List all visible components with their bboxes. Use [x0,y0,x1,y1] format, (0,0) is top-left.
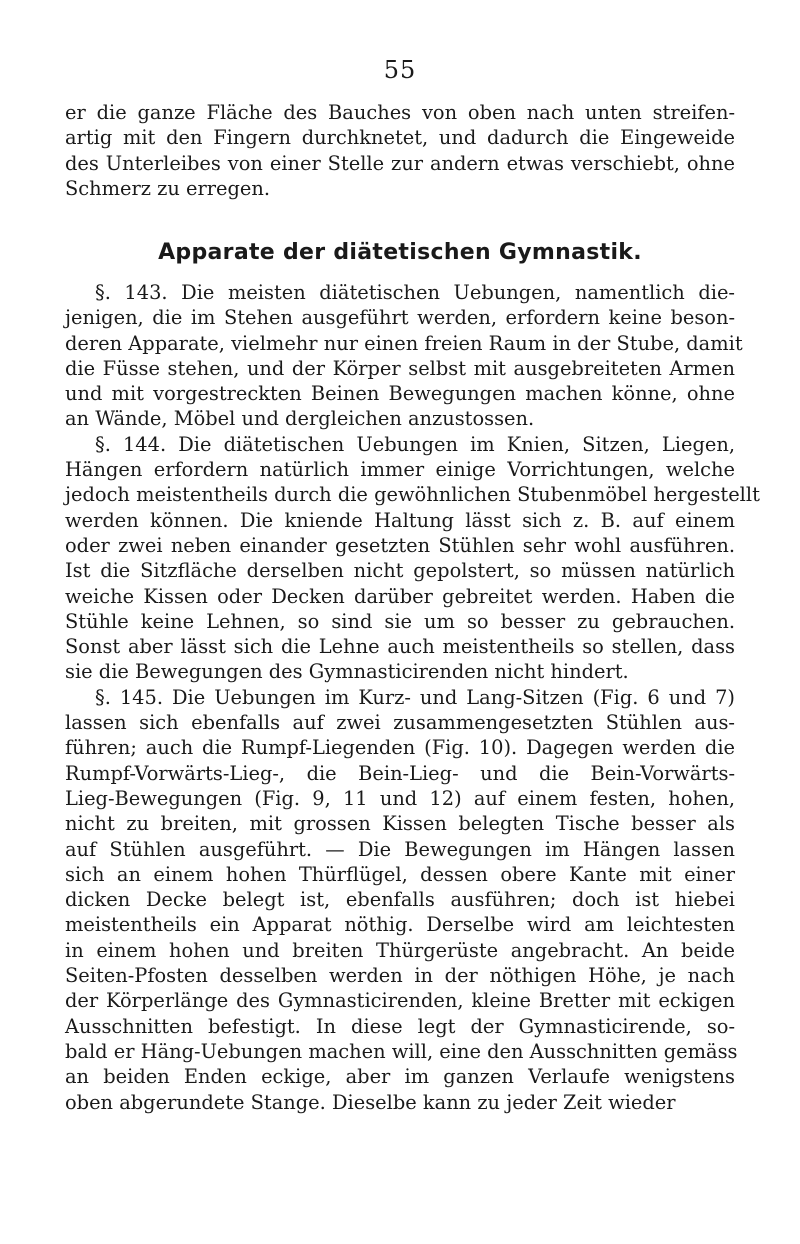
text-line: jenigen, die im Stehen ausgeführt werden, erfordern keine beson- [65,306,735,330]
text-line: meistentheils ein Apparat nöthig. Derselbe wird am leichtesten [65,913,735,937]
text-line: Ausschnitten befestigt. In diese legt der Gymnasticirende, so- [65,1014,735,1038]
text-line: dicken Decke belegt ist, ebenfalls ausführen; doch ist hiebei [65,888,735,912]
text-line: sie die Bewegungen des Gymnasticirenden nicht hindert. [65,660,629,684]
text-line: Lieg-Bewegungen (Fig. 9, 11 und 12) auf einem festen, hohen, [65,786,735,810]
text-line: und mit vorgestreckten Beinen Bewegungen machen könne, ohne [65,382,735,406]
text-line: in einem hohen und breiten Thürgerüste angebracht. An beide [65,938,735,962]
text-line: Sonst aber lässt sich die Lehne auch meistentheils so stellen, dass [65,635,735,659]
text-line: Seiten-Pfosten desselben werden in der nöthigen Höhe, je nach [65,964,735,988]
text-line: Hängen erfordern natürlich immer einige Vorrichtungen, welche [65,458,735,482]
text-line: §. 144. Die diätetischen Uebungen im Knien, Sitzen, Liegen, [95,432,735,456]
text-line: weiche Kissen oder Decken darüber gebreitet werden. Haben die [65,584,735,608]
text-line: §. 145. Die Uebungen im Kurz- und Lang-Sitzen (Fig. 6 und 7) [95,685,735,709]
text-line: der Körperlänge des Gymnasticirenden, kleine Bretter mit eckigen [65,989,735,1013]
section-body [65,280,760,1115]
text-line: deren Apparate, vielmehr nur einen freien Raum in der Stube, damit [65,331,743,355]
text-line: führen; auch die Rumpf-Liegenden (Fig. 10). Dagegen werden die [65,736,735,760]
text-line: lassen sich ebenfalls auf zwei zusammengesetzten Stühlen aus- [65,711,735,735]
text-line: Schmerz zu erregen. [65,176,271,200]
text-line: des Unterleibes von einer Stelle zur andern etwas verschiebt, ohne [65,151,735,175]
text-line: §. 143. Die meisten diätetischen Uebungen, namentlich die- [95,281,735,304]
text-line: die Füsse stehen, und der Körper selbst mit ausgebreiteten Armen [65,356,735,380]
text-line: an beiden Enden eckige, aber im ganzen Verlaufe wenigstens [65,1065,735,1089]
text-line: artig mit den Fingern durchknetet, und dadurch die Eingeweide [65,126,735,150]
text-line: sich an einem hohen Thürflügel, dessen obere Kante mit einer [65,862,735,886]
text-line: er die ganze Fläche des Bauches von oben nach unten streifen- [65,101,735,124]
text-line: Rumpf-Vorwärts-Lieg-, die Bein-Lieg- und die Bein-Vorwärts- [65,761,735,785]
text-line: bald er Häng-Uebungen machen will, eine den Ausschnitten gemäss [65,1039,738,1063]
text-line: jedoch meistentheils durch die gewöhnlichen Stubenmöbel hergestellt [65,483,760,507]
text-line: auf Stühlen ausgeführt. — Die Bewegungen im Hängen lassen [65,837,735,861]
text-line: nicht zu breiten, mit grossen Kissen belegten Tische besser als [65,812,735,836]
section-heading: Apparate der diätetischen Gymnastik. [158,240,642,265]
text-line: oben abgerundete Stange. Dieselbe kann zu jeder Zeit wieder [65,1090,676,1114]
page-number: 55 [383,56,417,84]
text-line: werden können. Die kniende Haltung lässt sich z. B. auf einem [65,508,735,532]
text-line: an Wände, Möbel und dergleichen anzustossen. [65,407,535,431]
text-line: Stühle keine Lehnen, so sind sie um so besser zu gebrauchen. [65,609,735,633]
intro-paragraph [65,100,735,201]
text-line: Ist die Sitzfläche derselben nicht gepolstert, so müssen natürlich [65,559,735,583]
text-line: oder zwei neben einander gesetzten Stühlen sehr wohl ausführen. [65,533,735,557]
